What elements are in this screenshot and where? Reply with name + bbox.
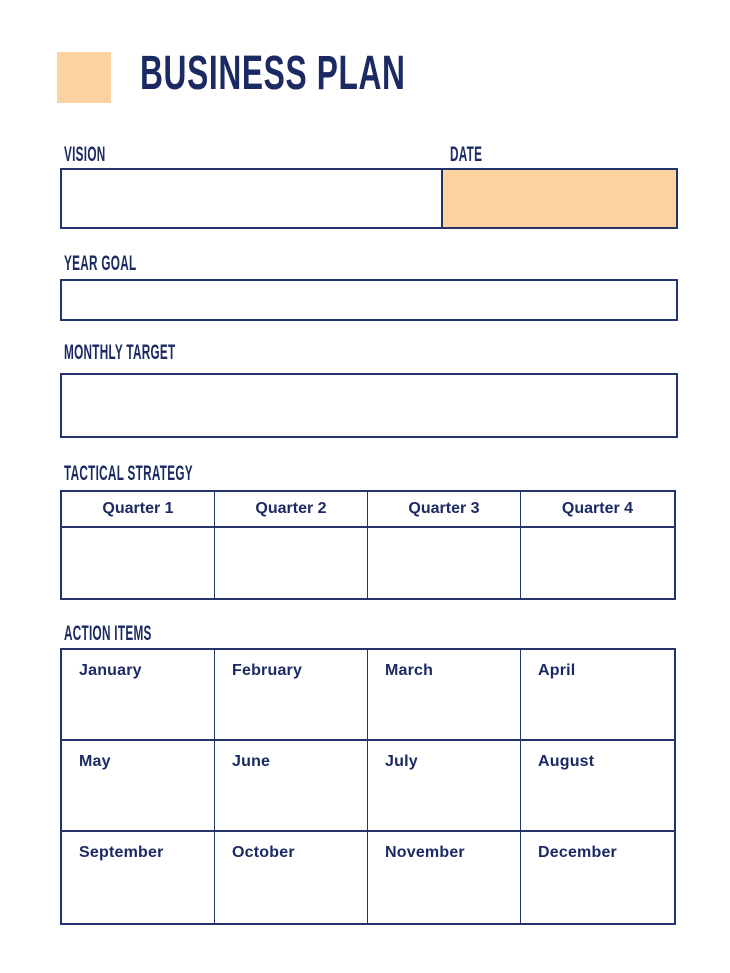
vision-label: VISION — [64, 143, 106, 166]
monthly-target-label: MONTHLY TARGET — [64, 341, 176, 364]
month-label-november: November — [385, 844, 465, 861]
action-items-label: ACTION ITEMS — [64, 622, 152, 645]
month-label-june: June — [232, 753, 271, 770]
quarter-2-field[interactable] — [215, 528, 368, 598]
month-label-july: July — [385, 753, 418, 770]
month-label-may: May — [79, 753, 111, 770]
vision-field[interactable] — [60, 168, 678, 229]
month-cell-november[interactable] — [368, 832, 521, 923]
month-cell-february[interactable] — [215, 650, 368, 741]
month-label-february: February — [232, 662, 303, 679]
quarter-1-field[interactable] — [62, 528, 215, 598]
year-goal-label: YEAR GOAL — [64, 252, 137, 275]
monthly-target-field[interactable] — [60, 373, 678, 438]
quarter-4-field[interactable] — [521, 528, 674, 598]
page-title: BUSINESS PLAN — [140, 47, 406, 100]
month-cell-december[interactable] — [521, 832, 674, 923]
month-label-december: December — [538, 844, 617, 861]
month-cell-may[interactable] — [62, 741, 215, 832]
month-label-october: October — [232, 844, 295, 861]
tactical-strategy-table — [60, 490, 676, 600]
month-label-september: September — [79, 844, 164, 861]
month-cell-january[interactable] — [62, 650, 215, 741]
tactical-strategy-label: TACTICAL STRATEGY — [64, 462, 193, 485]
quarter-3-field[interactable] — [368, 528, 521, 598]
month-label-march: March — [385, 662, 434, 679]
month-cell-march[interactable] — [368, 650, 521, 741]
quarter-1-header: Quarter 1 — [62, 492, 215, 528]
month-label-august: August — [538, 753, 595, 770]
month-cell-april[interactable] — [521, 650, 674, 741]
month-cell-october[interactable] — [215, 832, 368, 923]
date-field[interactable] — [441, 170, 676, 227]
date-label: DATE — [450, 143, 483, 166]
month-cell-september[interactable] — [62, 832, 215, 923]
month-cell-june[interactable] — [215, 741, 368, 832]
quarter-2-header: Quarter 2 — [215, 492, 368, 528]
month-label-january: January — [79, 662, 142, 679]
accent-square — [57, 52, 111, 103]
month-cell-august[interactable] — [521, 741, 674, 832]
month-cell-july[interactable] — [368, 741, 521, 832]
quarter-4-header: Quarter 4 — [521, 492, 674, 528]
month-label-april: April — [538, 662, 576, 679]
quarter-3-header: Quarter 3 — [368, 492, 521, 528]
year-goal-field[interactable] — [60, 279, 678, 321]
action-items-table — [60, 648, 676, 925]
